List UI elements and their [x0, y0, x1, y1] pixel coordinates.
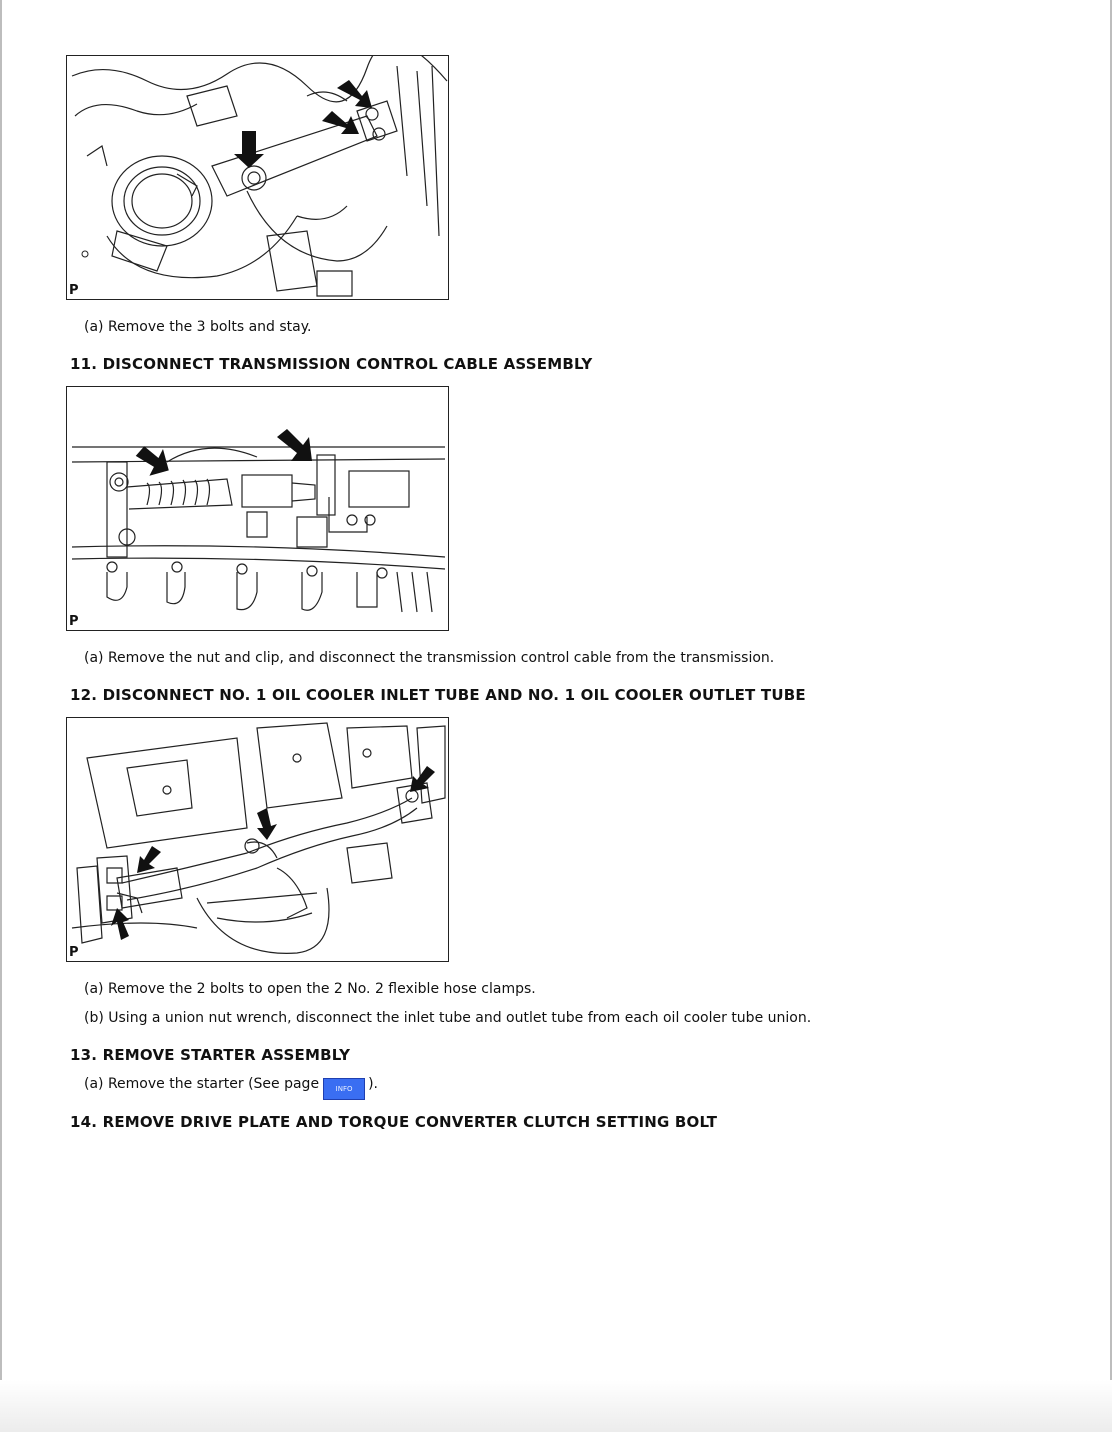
page-edge-left: [0, 0, 2, 1432]
figure-label: P: [69, 283, 79, 298]
info-link-button[interactable]: INFO: [323, 1078, 365, 1100]
figure-label: P: [69, 945, 79, 960]
step-13a: [84, 1076, 378, 1100]
control-cable-drawing: [67, 387, 449, 631]
step-10a: (a) Remove the 3 bolts and stay.: [84, 319, 312, 335]
figure-label: P: [69, 614, 79, 629]
step-12a: (a) Remove the 2 bolts to open the 2 No. 2 flexible hose clamps.: [84, 981, 536, 997]
figure-oil-cooler-tube: [66, 717, 449, 962]
heading-14: 14. REMOVE DRIVE PLATE AND TORQUE CONVERTER CLUTCH SETTING BOLT: [70, 1113, 718, 1131]
figure-control-cable: [66, 386, 449, 631]
step-13a-text: (a) Remove the starter (See page: [84, 1076, 320, 1092]
heading-12: 12. DISCONNECT NO. 1 OIL COOLER INLET TUBE AND NO. 1 OIL COOLER OUTLET TUBE: [70, 686, 806, 704]
step-12b: (b) Using a union nut wrench, disconnect the inlet tube and outlet tube from each oil cooler tube union.: [84, 1010, 812, 1026]
oil-cooler-tube-drawing: [67, 718, 449, 962]
step-13a-close: ).: [368, 1076, 378, 1092]
step-11a: (a) Remove the nut and clip, and disconnect the transmission control cable from the transmission.: [84, 650, 775, 666]
heading-11: 11. DISCONNECT TRANSMISSION CONTROL CABLE ASSEMBLY: [70, 355, 593, 373]
figure-exhaust-stay: [66, 55, 449, 300]
page-bottom-shade: [0, 1380, 1112, 1432]
heading-13: 13. REMOVE STARTER ASSEMBLY: [70, 1046, 351, 1064]
exhaust-stay-drawing: [67, 56, 449, 300]
